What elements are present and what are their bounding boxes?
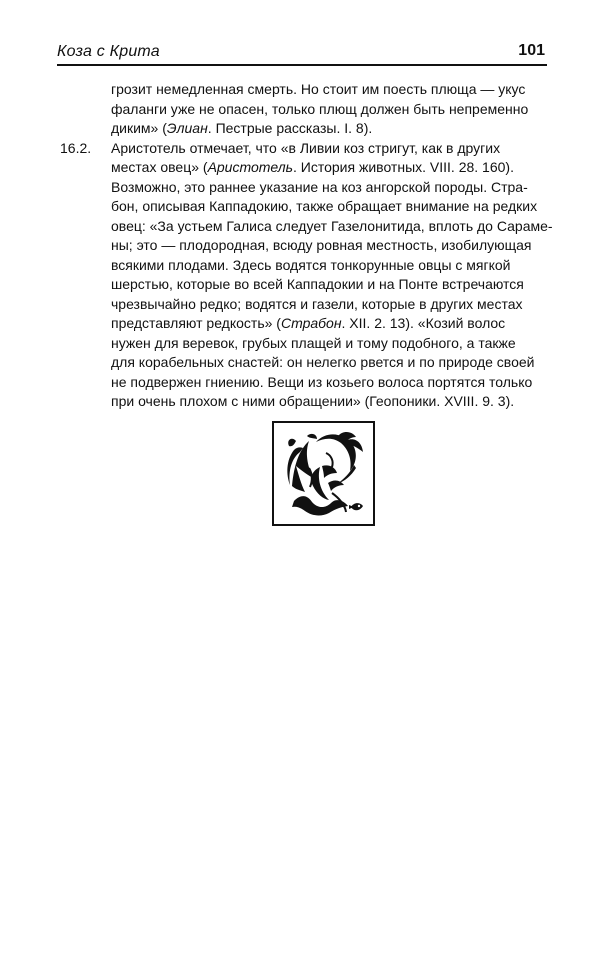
text-fragment: диким» ( [111,120,167,136]
text-line: овец: «За устьем Галиса следует Газелонитида, вплоть до Сараме- [111,217,553,234]
author-name: Элиан [166,120,208,136]
note-16-2 [60,139,553,412]
page-number: 101 [518,42,545,59]
citation-text: . XII. 2. 13). «Козий волос [341,315,506,331]
note-body [111,139,553,412]
goat-vignette-drawing [274,423,373,524]
text-line [111,314,547,334]
main-text [60,80,553,412]
text-fragment: местах овец» ( [111,159,208,175]
text-line: всякими плодами. Здесь водятся тонкорунные овцы с мягкой [111,256,511,273]
citation-text: . Пестрые рассказы. I. 8). [207,120,373,136]
text-line: фаланги уже не опасен, только плющ должен быть непременно [111,100,529,117]
text-line [111,119,547,139]
text-line: ны; это — плодородная, всюду ровная местность, изобилующая [111,237,532,253]
text-line: Аристотель отмечает, что «в Ливии коз стригут, как в других [111,139,501,156]
text-line: при очень плохом с ними обращении» (Геопоники. XVIII. 9. 3). [111,393,515,409]
text-line: Возможно, это раннее указание на коз ангорской породы. Стра- [111,178,528,195]
text-line [111,158,547,178]
goat-vignette-icon [272,421,375,526]
text-line: не подвержен гниению. Вещи из козьего волоса портятся только [111,373,533,390]
text-line: нужен для веревок, грубых плащей и тому подобного, а также [111,334,516,351]
text-line: грозит немедленная смерть. Но стоит им поесть плюща — укус [111,81,526,97]
author-name: Аристотель [207,159,294,175]
running-header [57,40,547,66]
text-line: шерстью, которые во всей Каппадокии и на Понте встречаются [111,276,524,292]
text-line: для корабельных снастей: он нелегко рвется и по природе своей [111,354,535,370]
note-number: 16.2. [60,139,92,156]
citation-text: . История животных. VIII. 28. 160). [293,159,514,175]
author-name: Страбон [280,315,342,331]
text-line: чрезвычайно редко; водятся и газели, которые в других местах [111,295,523,312]
chapter-title: Коза с Крита [57,43,160,60]
text-fragment: представляют редкость» ( [111,315,281,331]
text-line: бон, описывая Каппадокию, также обращает внимание на редких [111,198,538,214]
continued-paragraph [111,80,547,139]
